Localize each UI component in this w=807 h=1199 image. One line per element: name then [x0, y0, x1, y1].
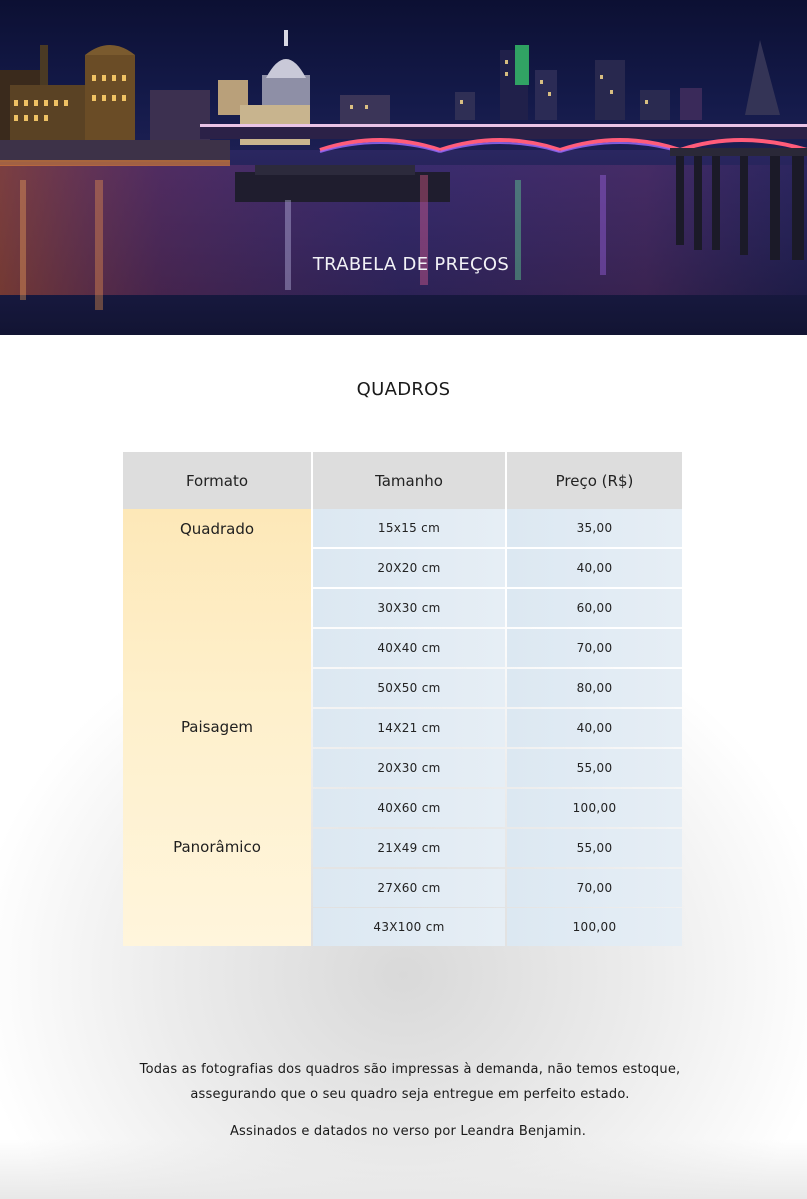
price-cell: 100,00 — [507, 789, 682, 827]
table-row — [313, 829, 682, 867]
price-cell: 40,00 — [507, 549, 682, 587]
format-column — [123, 509, 311, 946]
table-row — [313, 789, 682, 827]
size-cell: 50X50 cm — [313, 669, 505, 707]
signature-note: Assinados e datados no verso por Leandra Benjamin. — [229, 1124, 587, 1139]
notes-line-1: Todas as fotografias dos quadros são impressas à demanda, não temos estoque, — [139, 1062, 681, 1077]
notes-line-2: assegurando que o seu quadro seja entregue em perfeito estado. — [190, 1087, 630, 1102]
price-cell: 35,00 — [507, 509, 682, 547]
price-cell: 80,00 — [507, 669, 682, 707]
table-header — [123, 452, 682, 509]
title-band — [0, 335, 807, 415]
size-cell: 20X20 cm — [313, 549, 505, 587]
price-cell: 70,00 — [507, 869, 682, 907]
table-row — [313, 549, 682, 587]
size-cell: 21X49 cm — [313, 829, 505, 867]
format-quadrado: Quadrado — [179, 520, 255, 538]
header-size: Tamanho — [313, 452, 505, 509]
price-cell: 60,00 — [507, 589, 682, 627]
size-cell: 40X60 cm — [313, 789, 505, 827]
price-cell: 100,00 — [507, 908, 682, 946]
table-row — [313, 709, 682, 747]
size-cell: 14X21 cm — [313, 709, 505, 747]
price-cell: 70,00 — [507, 629, 682, 667]
table-row — [313, 908, 682, 946]
table-row — [313, 749, 682, 787]
table-row — [313, 669, 682, 707]
table-row — [313, 509, 682, 547]
header-price: Preço (R$) — [507, 452, 682, 509]
table-row — [313, 589, 682, 627]
size-cell: 15x15 cm — [313, 509, 505, 547]
skyline-photo — [0, 0, 807, 335]
notes-paragraph — [0, 1057, 807, 1107]
header-format: Formato — [123, 452, 311, 509]
price-cell: 40,00 — [507, 709, 682, 747]
size-cell: 20X30 cm — [313, 749, 505, 787]
hero-title: TRABELA DE PREÇOS — [312, 254, 510, 275]
price-cell: 55,00 — [507, 749, 682, 787]
section-title: QUADROS — [356, 379, 451, 400]
size-cell: 30X30 cm — [313, 589, 505, 627]
size-cell: 27X60 cm — [313, 869, 505, 907]
size-cell: 43X100 cm — [313, 908, 505, 946]
table-row — [313, 629, 682, 667]
price-cell: 55,00 — [507, 829, 682, 867]
table-row — [313, 869, 682, 907]
format-paisagem: Paisagem — [180, 718, 254, 736]
hero-banner — [0, 0, 807, 335]
format-panoramico: Panorâmico — [173, 838, 261, 856]
size-cell: 40X40 cm — [313, 629, 505, 667]
